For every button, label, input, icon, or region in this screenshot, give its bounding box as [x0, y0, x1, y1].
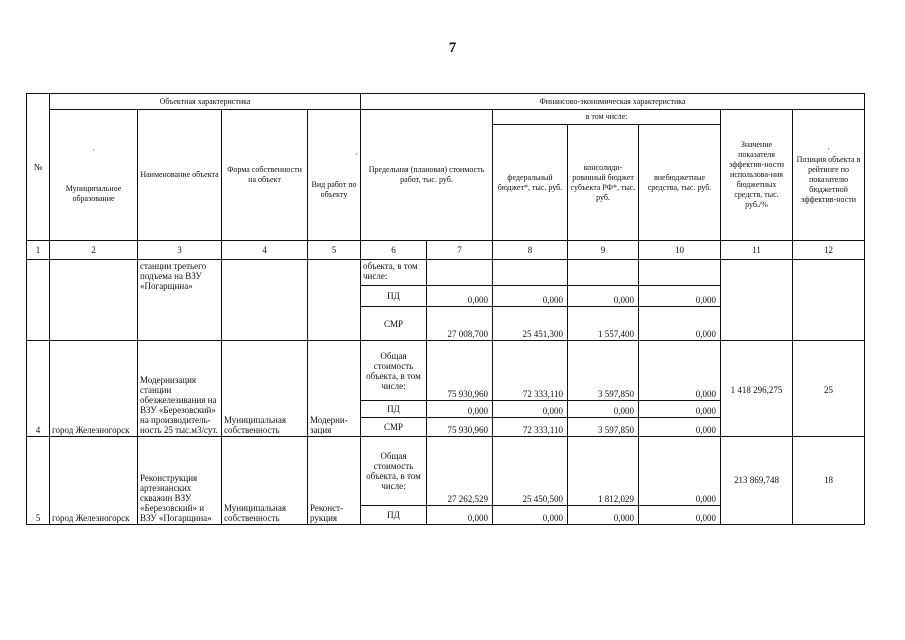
table-row — [27, 260, 865, 286]
column-number: 6 — [361, 241, 427, 260]
cell-value: 3 597,850 — [568, 418, 639, 437]
cell-rank: 18 — [793, 437, 865, 525]
header-work-type-label: Вид работ по объекту — [311, 180, 357, 199]
cell-value: 75 930,960 — [427, 418, 493, 437]
column-number: 9 — [568, 241, 639, 260]
header-federal: федеральный бюджет*, тыс. руб. — [493, 125, 568, 241]
cell-value: 25 451,300 — [493, 307, 568, 341]
page-number: 7 — [448, 40, 457, 56]
cell-rank: 25 — [793, 341, 865, 437]
cell-pd-label: ПД — [361, 506, 427, 525]
cell-ownership: Муниципальная собственность — [222, 437, 308, 525]
cell-value: 0,000 — [493, 506, 568, 525]
cell-smr-label: СМР — [361, 418, 427, 437]
column-number-row — [27, 241, 865, 260]
cell-smr-label: СМР — [361, 307, 427, 341]
cell-work-type: Модерни-зация — [308, 341, 361, 437]
header-regional: консолиди-рованный бюджет субъекта РФ*, тыс. руб. — [568, 125, 639, 241]
cell-efficiency: 213 869,748 — [721, 437, 793, 525]
cell-value: 0,000 — [427, 286, 493, 307]
cell-value: 27 262,529 — [427, 437, 493, 506]
header-including: в том числе: — [493, 110, 721, 125]
cell-value: 72 333,110 — [493, 418, 568, 437]
column-number: 3 — [138, 241, 222, 260]
cell-ownership: Муниципальная собственность — [222, 341, 308, 437]
header-dot: · — [92, 146, 95, 155]
cell-value: 0,000 — [639, 401, 721, 418]
header-financial-group: Финансово-экономическая характеристика — [361, 94, 865, 110]
column-number: 7 — [427, 241, 493, 260]
cell-ownership — [222, 260, 308, 341]
cell-value: 1 557,400 — [568, 307, 639, 341]
cell-pd-label: ПД — [361, 401, 427, 418]
cell-value: 0,000 — [568, 401, 639, 418]
cell-cost-label: Общая стоимость объекта, в том числе: — [361, 437, 427, 506]
cell-value: 0,000 — [639, 307, 721, 341]
cell-municipality — [50, 260, 138, 341]
cell-value: 0,000 — [427, 506, 493, 525]
cell-no: 5 — [27, 437, 50, 525]
cell-value — [568, 260, 639, 286]
cell-value: 0,000 — [493, 401, 568, 418]
header-dot: · — [355, 150, 358, 159]
cell-value: 75 930,960 — [427, 341, 493, 401]
header-object-name: Наименование объекта — [138, 110, 222, 241]
column-number: 5 — [308, 241, 361, 260]
header-work-type — [308, 110, 361, 241]
cell-value: 0,000 — [493, 286, 568, 307]
cell-value: 0,000 — [639, 418, 721, 437]
column-number: 10 — [639, 241, 721, 260]
header-ownership: Форма собственности на объект — [222, 110, 308, 241]
cell-rank — [793, 260, 865, 341]
cell-object-name: Модернизация станции обезжелезивания на ВЗУ «Березовский» на производитель-ность 25 тыс.м3/сут. — [138, 341, 222, 437]
cell-value: 0,000 — [639, 286, 721, 307]
column-number: 4 — [222, 241, 308, 260]
cell-no — [27, 260, 50, 341]
cell-pd-label: ПД — [361, 286, 427, 307]
cell-object-name: станции третьего подъема на ВЗУ «Погарщина» — [138, 260, 222, 341]
cell-municipality: город Железногорск — [50, 437, 138, 525]
cell-work-type — [308, 260, 361, 341]
cell-value: 0,000 — [639, 437, 721, 506]
cell-value — [427, 260, 493, 286]
header-dot: · — [827, 145, 830, 154]
table-row — [27, 437, 865, 506]
column-number: 11 — [721, 241, 793, 260]
cell-object-name: Реконструкция артезианских скважин ВЗУ «Березовский» и ВЗУ «Погарщина» — [138, 437, 222, 525]
cell-value: 0,000 — [639, 341, 721, 401]
cell-value: 27 008,700 — [427, 307, 493, 341]
header-planned-cost: Предельная (плановая) стоимость работ, тыс. руб. — [361, 110, 493, 241]
column-number: 1 — [27, 241, 50, 260]
header-municipality-label: Муниципальное образование — [65, 184, 122, 203]
header-extrabudget: внебюджетные средства, тыс. руб. — [639, 125, 721, 241]
header-rank-label: Позиция объекта в рейтинге по показателю бюджетной эффектив-ности — [796, 155, 861, 204]
column-number: 8 — [493, 241, 568, 260]
cell-no: 4 — [27, 341, 50, 437]
header-rank — [793, 110, 865, 241]
header-objective-group: Объектная характеристика — [50, 94, 361, 110]
cell-value: 72 333,110 — [493, 341, 568, 401]
cell-value: 0,000 — [639, 506, 721, 525]
table-row — [27, 341, 865, 401]
header-no: № — [27, 94, 50, 241]
cell-cost-label: Общая стоимость объекта, в том числе: — [361, 341, 427, 401]
cell-efficiency: 1 418 296,275 — [721, 341, 793, 437]
cell-value: 0,000 — [568, 286, 639, 307]
cell-work-type: Реконст-рукция — [308, 437, 361, 525]
cell-value: 1 812,029 — [568, 437, 639, 506]
cell-cost-label: объекта, в том числе: — [361, 260, 427, 286]
cell-value: 25 450,500 — [493, 437, 568, 506]
cell-value: 0,000 — [427, 401, 493, 418]
header-municipality — [50, 110, 138, 241]
investment-table — [26, 93, 865, 525]
column-number: 12 — [793, 241, 865, 260]
header-efficiency: Значение показателя эффектив-ности использова-ния бюджетных средств, тыс. руб./% — [721, 110, 793, 241]
column-number: 2 — [50, 241, 138, 260]
cell-value: 3 597,850 — [568, 341, 639, 401]
cell-municipality: город Железногорск — [50, 341, 138, 437]
cell-value — [493, 260, 568, 286]
cell-value: 0,000 — [568, 506, 639, 525]
cell-value — [639, 260, 721, 286]
cell-efficiency — [721, 260, 793, 341]
